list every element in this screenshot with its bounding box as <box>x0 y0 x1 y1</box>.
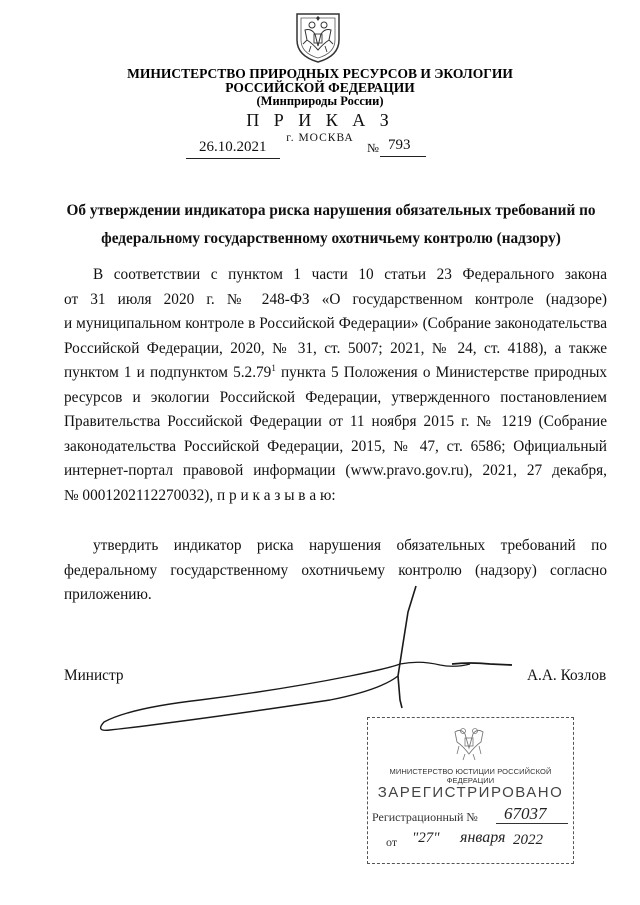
stamp-emblem-icon <box>449 724 489 764</box>
stamp-from-label: от <box>386 835 398 849</box>
body-line-with-footnote <box>64 361 607 386</box>
body-line: от 31 июля 2020 г. № 248-ФЗ «О государственном контроле (надзоре) <box>64 290 607 308</box>
stamp-day: "27" <box>412 830 440 846</box>
document-title-line2: федеральному государственному охотничьему контролю (надзору) <box>101 230 561 247</box>
number-underline <box>380 156 426 157</box>
number-sign: № <box>367 141 379 155</box>
body-line: В соответствии с пунктом 1 части 10 статьи 23 Федерального закона <box>93 266 607 283</box>
body-line: федеральному государственному охотничьему контролю (надзору) согласно <box>64 561 607 579</box>
body-line: ресурсов и экологии Российской Федерации, утвержденного постановлением <box>64 388 607 406</box>
body-line: № 0001202112270032), п р и к а з ы в а ю: <box>64 486 336 504</box>
body-line: законодательства Российской Федерации, 2015, № 47, ст. 6586; Официальный <box>64 437 607 455</box>
document-type-heading: П Р И К А З <box>246 110 394 130</box>
footnote-marker: 1 <box>271 363 276 373</box>
body-line: и муниципальном контроле в Российской Федерации» (Собрание законодательства <box>64 315 607 332</box>
date-underline <box>186 158 280 159</box>
body-line: Российской Федерации, 2020, № 31, ст. 5007; 2021, № 24, ст. 4188), а также <box>64 339 607 357</box>
stamp-number-underline <box>496 823 568 824</box>
ministry-name-line2: РОССИЙСКОЙ ФЕДЕРАЦИИ <box>225 80 415 95</box>
body-line-part: пункта 5 Положения о Министерстве природных <box>275 364 607 381</box>
body-line-part: пунктом 1 и подпунктом 5.2.79 <box>64 364 272 381</box>
signer-name: А.А. Козлов <box>527 667 607 684</box>
document-city: г. МОСКВА <box>286 132 354 144</box>
body-paragraph-1 <box>64 263 607 508</box>
stamp-year: 2022 <box>513 832 543 848</box>
body-paragraph-2 <box>64 534 607 608</box>
body-line: утвердить индикатор риска нарушения обязательных требований по <box>93 537 607 554</box>
ministry-name-line1: МИНИСТЕРСТВО ПРИРОДНЫХ РЕСУРСОВ И ЭКОЛОГИИ <box>127 66 513 81</box>
stamp-agency: МИНИСТЕРСТВО ЮСТИЦИИ РОССИЙСКОЙ ФЕДЕРАЦИИ <box>389 767 552 785</box>
coat-of-arms-emblem <box>293 10 343 64</box>
body-line: интернет-портал правовой информации (www.pravo.gov.ru), 2021, 27 декабря, <box>64 462 607 479</box>
signer-position: Министр <box>64 667 124 684</box>
document-number: 793 <box>388 137 411 153</box>
document-title <box>64 197 598 253</box>
document-title-line1: Об утверждении индикатора риска нарушения обязательных требований по <box>66 202 596 219</box>
registration-stamp <box>367 717 574 864</box>
stamp-registered-label: ЗАРЕГИСТРИРОВАНО <box>377 784 564 801</box>
stamp-registration-number: 67037 <box>504 804 547 823</box>
body-line: приложению. <box>64 586 152 603</box>
body-line: Правительства Российской Федерации от 11 ноября 2015 г. № 1219 (Собрание <box>64 413 607 430</box>
stamp-month: января <box>460 829 506 846</box>
ministry-short-name: (Минприроды России) <box>256 94 384 108</box>
stamp-registration-label: Регистрационный № <box>372 810 478 824</box>
document-date: 26.10.2021 <box>199 139 267 155</box>
